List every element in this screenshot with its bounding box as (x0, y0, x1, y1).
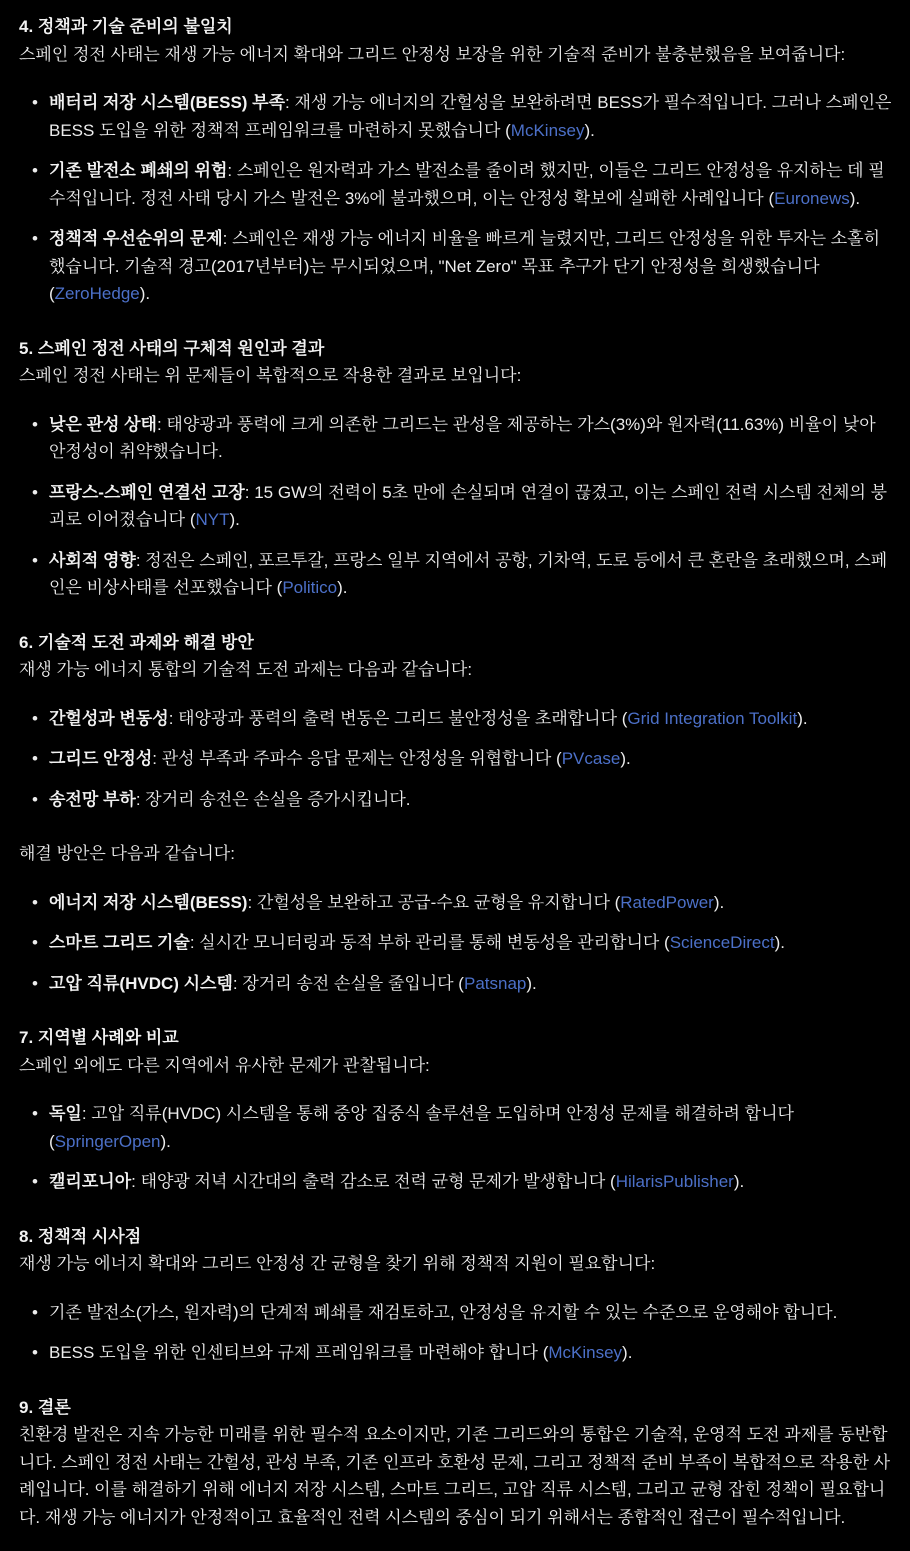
bullet-label: 기존 발전소 폐쇄의 위험 (49, 161, 228, 180)
section-heading: 4. 정책과 기술 준비의 불일치 (19, 17, 233, 36)
bullet-text: : 관성 부족과 주파수 응답 문제는 안정성을 위협합니다 ( (152, 749, 562, 768)
bullet-label: 배터리 저장 시스템(BESS) 부족 (49, 93, 286, 112)
bullet-suffix: ). (733, 1172, 745, 1191)
bullet-item (19, 705, 893, 733)
bullet-suffix: ). (797, 708, 808, 728)
bullet-text: : 간헐성을 보완하고 공급-수요 균형을 유지합니다 ( (247, 892, 621, 912)
section-policy-tech-mismatch (19, 13, 893, 308)
bullet-text: 기존 발전소(가스, 원자력)의 단계적 폐쇄를 재검토하고, 안정성을 유지할 수 있는 수준으로 운영해야 합니다. (49, 1302, 838, 1322)
bullet-suffix: ). (526, 973, 537, 993)
section-heading: 6. 기술적 도전 과제와 해결 방안 (19, 632, 254, 652)
bullet-text: : 태양광과 풍력의 출력 변동은 그리드 불안정성을 초래합니다 ( (168, 708, 628, 728)
bullet-text: : 태양광과 풍력에 크게 의존한 그리드는 관성을 제공하는 가스(3%)와 원자력(11.63%) 비율이 낮아 안정성이 취약했습니다. (49, 414, 876, 461)
bullet-list (19, 411, 893, 602)
bullet-suffix: ). (229, 510, 240, 529)
source-link-zerohedge[interactable]: ZeroHedge (54, 284, 140, 303)
bullet-label: 프랑스-스페인 연결선 고장 (49, 482, 245, 502)
bullet-suffix: ). (620, 749, 631, 768)
bullet-label: 캘리포니아 (49, 1172, 132, 1191)
bullet-label: 스마트 그리드 기술 (49, 933, 190, 952)
section-technical-challenges-solutions (19, 629, 893, 998)
bullet-item (19, 89, 893, 144)
bullet-suffix: ). (713, 892, 725, 912)
bullet-text: : 고압 직류(HVDC) 시스템을 통해 중앙 집중식 솔루션을 도입하며 안정성 문제를 해결하려 합니다 ( (49, 1104, 794, 1151)
bullet-text: : 스페인은 재생 가능 에너지 비율을 빠르게 늘렸지만, 그리드 안정성을 위한 투자는 소홀히 했습니다. 기술적 경고(2017년부터)는 무시되었으며, "Net Zero" 목표 추구가 단기 안정성을 희생했습니다 ( (49, 229, 880, 303)
section-heading: 9. 결론 (19, 1397, 71, 1417)
bullet-item (19, 157, 893, 212)
bullet-item (19, 1168, 893, 1196)
bullet-text: : 재생 가능 에너지의 간헐성을 보완하려면 BESS가 필수적입니다. 그러나 스페인은 BESS 도입을 위한 정책적 프레임워크를 마련하지 못했습니다 ( (49, 93, 892, 140)
section-intro: 재생 가능 에너지 통합의 기술적 도전 과제는 다음과 같습니다: (19, 660, 473, 679)
section-heading: 7. 지역별 사례와 비교 (19, 1028, 179, 1047)
bullet-text: : 스페인은 원자력과 가스 발전소를 줄이려 했지만, 이들은 그리드 안정성을 유지하는 데 필수적입니다. 정전 사태 당시 가스 발전은 3%에 불과했으며, 이는 안정성 확보에 실패한 사례입니다 ( (49, 161, 885, 208)
bullet-label: 에너지 저장 시스템(BESS) (49, 892, 248, 912)
source-link-politico[interactable]: Politico (282, 578, 338, 597)
bullet-item (19, 889, 893, 917)
bullet-label: 송전망 부하 (49, 789, 136, 809)
bullet-item (19, 1100, 893, 1155)
bullet-item (19, 1299, 893, 1327)
section-block (19, 1250, 893, 1367)
bullet-item (19, 411, 893, 466)
source-link-springeropen[interactable]: SpringerOpen (54, 1131, 161, 1151)
bullet-suffix: ). (622, 1343, 633, 1362)
bullet-list (19, 1299, 893, 1367)
bullet-list (19, 705, 893, 814)
section-heading: 5. 스페인 정전 사태의 구체적 원인과 결과 (19, 338, 325, 358)
bullet-item (19, 970, 893, 998)
conclusion-paragraph: 친환경 발전은 지속 가능한 미래를 위한 필수적 요소이지만, 기존 그리드와의 통합은 기술적, 운영적 도전 과제를 동반합니다. 스페인 정전 사태는 간헐성, 관성 부족, 기존 인프라 호환성 문제, 그리고 정책적 준비 부족이 복합적으로 작용한 사례입니다. 이를 해결하기 위해 에너지 저장 시스템, 스마트 그리드, 고압 직류 시스템, 그리고 균형 잡힌 정책이 필요합니다. 재생 가능 에너지가 안정적이고 효율적인 전력 시스템의 중심이 되기 위해서는 종합적인 접근이 필수적입니다. (19, 1425, 891, 1527)
bullet-text: : 실시간 모니터링과 동적 부하 관리를 통해 변동성을 관리합니다 ( (189, 933, 670, 952)
bullet-suffix: ). (160, 1131, 171, 1151)
bullet-text: : 정전은 스페인, 포르투갈, 프랑스 일부 지역에서 공항, 기차역, 도로 등에서 큰 혼란을 초래했으며, 스페인은 비상사태를 선포했습니다 ( (49, 550, 888, 597)
section-block (19, 656, 893, 813)
bullet-label: 그리드 안정성 (49, 749, 153, 768)
section-block (19, 41, 893, 308)
bullet-text: : 태양광 저녁 시간대의 출력 감소로 전력 균형 문제가 발생합니다 ( (131, 1172, 616, 1191)
bullet-text: BESS 도입을 위한 인센티브와 규제 프레임워크를 마련해야 합니다 ( (49, 1343, 549, 1362)
bullet-suffix: ). (849, 188, 861, 208)
bullet-item (19, 745, 893, 773)
source-link-ratedpower[interactable]: RatedPower (620, 892, 714, 912)
section-intro: 재생 가능 에너지 확대와 그리드 안정성 간 균형을 찾기 위해 정책적 지원이 필요합니다: (19, 1254, 656, 1273)
bullet-item (19, 786, 893, 814)
bullet-suffix: ). (584, 120, 595, 140)
source-link-grid-integration-toolkit[interactable]: Grid Integration Toolkit (627, 708, 798, 728)
source-link-patsnap[interactable]: Patsnap (463, 973, 527, 993)
bullet-list (19, 1100, 893, 1196)
bullet-suffix: ). (139, 284, 151, 303)
bullet-text: : 15 GW의 전력이 5초 만에 손실되며 연결이 끊겼고, 이는 스페인 전력 시스템 전체의 붕괴로 이어졌습니다 ( (49, 482, 888, 529)
bullet-suffix: ). (774, 933, 785, 952)
source-link-sciencedirect[interactable]: ScienceDirect (669, 933, 775, 952)
section-block (19, 1052, 893, 1196)
source-link-pvcase[interactable]: PVcase (561, 749, 621, 768)
section-block (19, 362, 893, 602)
section-conclusion (19, 1394, 893, 1532)
section-blackout-causes-results (19, 335, 893, 602)
bullet-list (19, 89, 893, 308)
section-intro: 스페인 외에도 다른 지역에서 유사한 문제가 관찰됩니다: (19, 1055, 430, 1075)
bullet-item (19, 547, 893, 602)
section-intro: 스페인 정전 사태는 위 문제들이 복합적으로 작용한 결과로 보입니다: (19, 366, 522, 385)
bullet-text: : 장거리 송전은 손실을 증가시킵니다. (135, 789, 411, 809)
bullet-label: 간헐성과 변동성 (49, 708, 169, 728)
bullet-item (19, 929, 893, 957)
bullet-label: 사회적 영향 (49, 550, 136, 570)
source-link-mckinsey[interactable]: McKinsey (548, 1343, 623, 1362)
source-link-nyt[interactable]: NYT (195, 510, 230, 529)
bullet-label: 독일 (49, 1104, 82, 1123)
source-link-hilarispublisher[interactable]: HilarisPublisher (615, 1172, 734, 1191)
section-block (19, 840, 893, 997)
section-block (19, 1421, 893, 1531)
bullet-item (19, 479, 893, 534)
section-intro: 스페인 정전 사태는 재생 가능 에너지 확대와 그리드 안정성 보장을 위한 기술적 준비가 불충분했음을 보여줍니다: (19, 44, 846, 64)
bullet-label: 낮은 관성 상태 (49, 414, 157, 434)
bullet-list (19, 889, 893, 998)
bullet-item (19, 1339, 893, 1367)
source-link-euronews[interactable]: Euronews (774, 188, 850, 208)
section-policy-implications (19, 1223, 893, 1367)
bullet-item (19, 225, 893, 308)
bullet-label: 고압 직류(HVDC) 시스템 (49, 973, 233, 993)
bullet-text: : 장거리 송전 손실을 줄입니다 ( (232, 973, 464, 993)
source-link-mckinsey[interactable]: McKinsey (510, 120, 585, 140)
bullet-label: 정책적 우선순위의 문제 (49, 229, 223, 248)
section-intro: 해결 방안은 다음과 같습니다: (19, 844, 235, 863)
bullet-suffix: ). (337, 578, 348, 597)
section-heading: 8. 정책적 시사점 (19, 1226, 142, 1246)
section-regional-cases-comparison (19, 1024, 893, 1196)
